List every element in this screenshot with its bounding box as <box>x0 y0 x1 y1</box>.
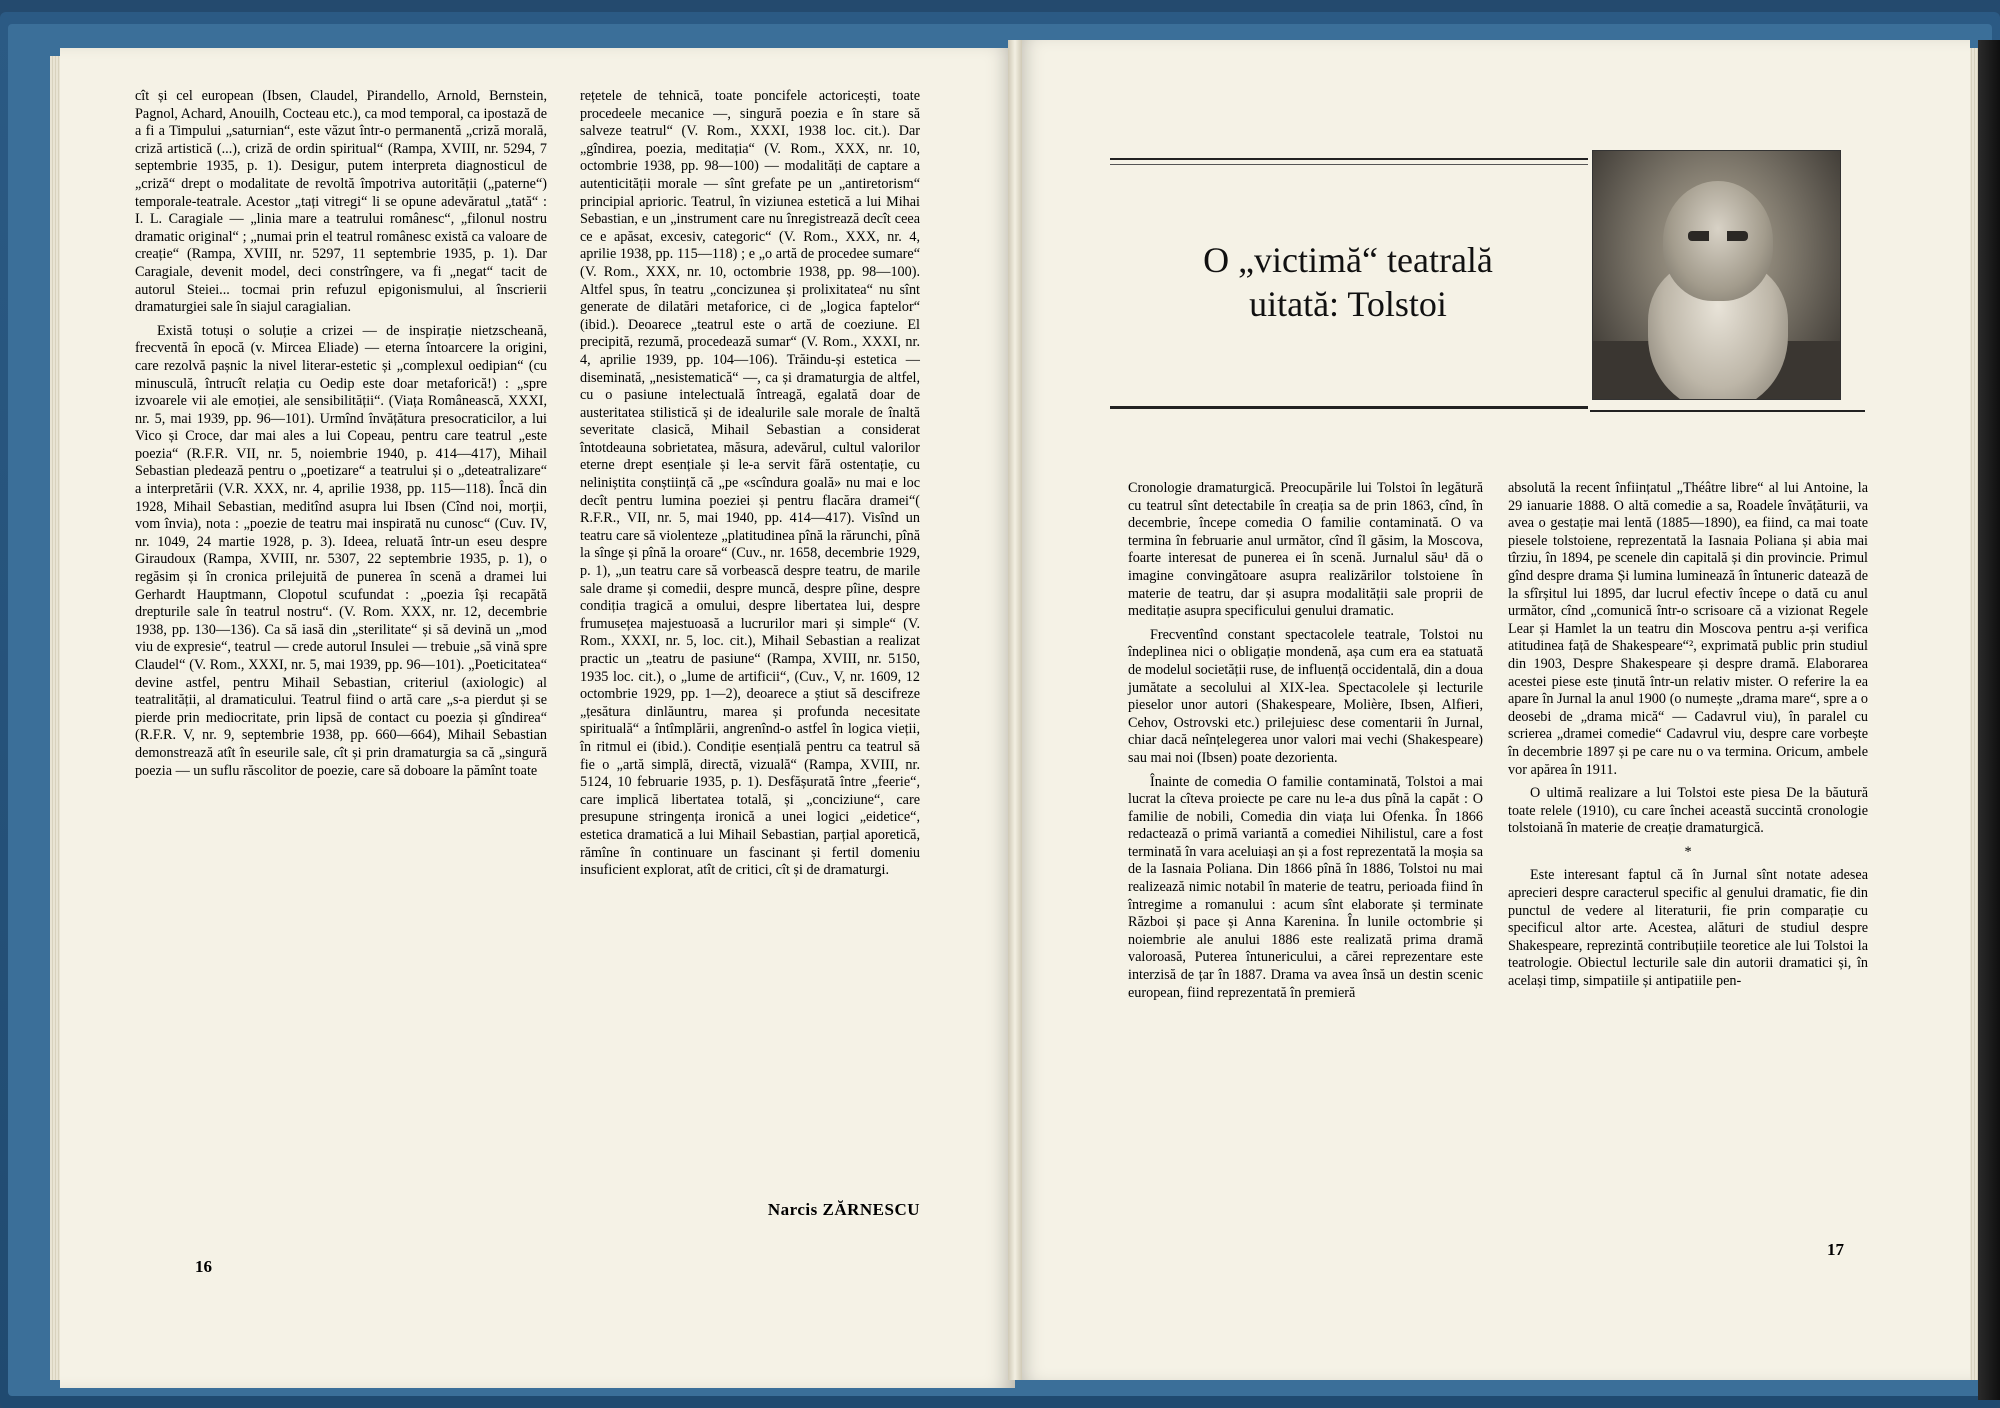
paragraph: Înainte de comedia O familie contaminată, Tolstoi a mai lucrat la cîteva proiecte pe care nu le-a dus pînă la capăt : O familie de nobili, Comedia din viața lui Ofenka. În 1866 redactează o primă variantă a comediei Nihilistul, care a fost terminată în vara aceluiași an și a fost reprezentată la moșia sa de la Iasnaia Poliana. Din 1866 pînă în 1886, Tolstoi nu mai realizează nimic notabil în materie de teatru, perioada fiind în întregime a romanului : acum sînt elaborate și terminate Război și pace și Anna Karenina. În lunile octombrie și noiembrie ale anului 1886 este realizată prima dramă valoroasă, Puterea întunericului, a cărei reprezentare este interzisă de țar în 1887. Drama va avea însă un destin scenic european, fiind reprezentată în premieră <box>1128 773 1483 1001</box>
right-page-column-1 <box>1128 480 1483 1008</box>
title-rule-top-thin <box>1110 164 1588 165</box>
article-title <box>1108 238 1588 326</box>
paragraph: cît și cel european (Ibsen, Claudel, Pirandello, Arnold, Bernstein, Pagnol, Achard, Anouilh, Cocteau etc.), ca mod temporal, ca ipostază de a fi a Timpului „saturnian“, este văzut într-o permanentă „criză morală, criză artistică (...), criză de ordin spiritual“ (Rampa, XVIII, nr. 5294, 7 septembrie 1935, p. 1). Desigur, putem interpreta diagnosticul de „criză“ drept o modalitate de revoltă împotriva autorității („paterne“) temporale-teatrale. Acestor „tați vitregi“ li se opune adevăratul „tată“ : I. L. Caragiale — „linia mare a teatrului românesc“, „filonul nostru dramatic original“ ; „numai prin el teatrul românesc există ca valoare de creație“ (Rampa, XVIII, nr. 5297, 11 septembrie 1935, p. 1). Dar Caragiale, devenit model, deci constrîngere, va fi „negat“ tacit de autorul Steiei... tocmai prin refuzul epigonismului, al înscrierii dramaturgiei sale în siajul caragialian. <box>135 88 547 316</box>
dark-edge <box>1978 40 2000 1400</box>
column-rule-right <box>1590 410 1865 412</box>
title-line-1: O „victimă“ teatrală <box>1203 240 1493 280</box>
paragraph: Este interesant faptul că în Jurnal sînt notate adesea aprecieri despre caracterul specific al genului dramatic, fie din punctul de vedere al literaturii, fie prin comparație cu specificul altor arte. Acestea, alături de studiul despre Shakespeare, reprezintă contribuțiile teoretice ale lui Tolstoi la teatrologie. Obiectul lecturile sale din autorii dramatici și, în același timp, simpatiile și antipatiile pen- <box>1508 867 1868 990</box>
portrait-head <box>1663 181 1773 301</box>
portrait-eyes <box>1688 231 1748 241</box>
paragraph: Există totuși o soluție a crizei — de inspirație nietzscheană, frecventă în epocă (v. Mircea Eliade) — eterna întoarcere la origini, care rezolvă pașnic la nivel literar-estetic și „complexul oedipian“ (cu minusculă, întrucît relația cu Oedip este doar metaforică!) : „spre izvoarele vii ale emoției, ale sensibilității“. (Viața Românească, XXXI, nr. 5, mai 1939, pp. 96—101). Urmînd învățătura presocraticilor, a lui Vico și Croce, dar mai ales a lui Copeau, pentru care teatrul „este poezia“ (R.F.R. VII, nr. 5, noiembrie 1940, p. 414—417), Mihail Sebastian pledează pentru o „poetizare“ a teatrului și o „deteatralizare“ a interpretării (V.R. XXX, nr. 4, aprilie 1938, pp. 115—118). Încă din 1928, Mihail Sebastian, meditînd asupra lui Ibsen (Cînd noi, morții, vom învia), nota : „poezie de teatru mai inspirată nu cunosc“ (Cuv. IV, nr. 1049, 24 martie 1928, p. 3). Ideea, reluată într-un eseu despre Giraudoux (Rampa, XVIII, nr. 5307, 22 septembrie 1935, p. 1), o regăsim și în cronica prilejuită de punerea în scenă a dramei lui Gerhardt Hauptmann, Clopotul scufundat : „poezia își recapătă drepturile sale în teatrul nostru“. (V. Rom. XXX, nr. 12, decembrie 1938, pp. 130—136). Ca să iasă din „sterilitate“ și să devină un „mod viu de expresie“, teatrul — crede autorul Insulei — trebuie „să vină spre Claudel“ (V. Rom., XXXI, nr. 5, mai 1939, pp. 96—101). „Poeticitatea“ devine astfel, pentru Mihail Sebastian, criteriul (axiologic) al teatralității, al dramaticului. Teatrul fiind o artă care „s-a pierdut și se pierde prin mediocritate, prin lipsă de contact cu poezia și gîndirea“ (R.F.R. V, nr. 9, septembrie 1938, pp. 660—664), Mihail Sebastian demonstrează atît în eseurile sale, cît și prin dramaturgia sa că „singură poezia — un suflu răscolitor de poezie, care să doboare la pămînt toate <box>135 322 547 779</box>
page-number-left: 16 <box>195 1257 212 1276</box>
tolstoi-portrait-photo <box>1592 150 1841 400</box>
title-rule-top <box>1110 158 1588 160</box>
section-separator-star: * <box>1684 843 1692 860</box>
left-page-column-2 <box>580 88 920 886</box>
paragraph: rețetele de tehnică, toate poncifele actoricești, toate procedeele mecanice —, singură poezia e în stare să salveze teatrul“ (V. Rom., XXXI, 1938 loc. cit.). Dar „gîndirea, poezia, meditația“ (V. Rom., XXX, nr. 10, octombrie 1938, pp. 98—100) — modalități de captare a autenticității morale — sînt grefate pe un „antiretorism“ principial aprioric. Teatrul, în viziunea estetică a lui Mihai Sebastian, e un „instrument care nu înregistrează decît ceea ce e apăsat, excesiv, categoric“ (V. Rom., XXX, nr. 4, aprilie 1938, pp. 115—118) ; e „o artă de procedee sumare“ (V. Rom., XXX, nr. 10, octombrie 1938, pp. 98—100). Altfel spus, în teatru „concizunea și prolixitatea“ nu sînt generate de dilatări metaforice, ci de „logica faptelor“ (ibid.). Deoarece „teatrul este o artă de coeziune. El precipită, rezumă, procedează sumar“ (V. Rom., XXXI, nr. 4, aprilie 1939, pp. 104—106). Trăindu-și estetica — diseminată, „nesistematică“ —, ca și dramaturgia de altfel, cu o pasiune intelectuală întreagă, egalată doar de austeritatea stilistică și de idealurile sale morale de înaltă severitate clasică, Mihail Sebastian a considerat întotdeauna sobrietatea, măsura, adevărul, cultul valorilor eterne drept esențiale și le-a servit fără ostentație, cu neliniștita conștiință că „pe «scîndura goală» nu mai e loc decît pentru lumina poeziei și pentru flacăra dramei“( R.F.R., VII, nr. 5, mai 1940, pp. 414—417). Visînd un teatru care să violenteze „platitudinea pînă la rărunchi, pînă la sînge și pînă la oroare“ (Cuv., nr. 1658, decembrie 1929, p. 1), „un teatru care să vorbească despre teatru, de marile sale drame și comedii, despre muncă, despre pîine, despre condiția tragică a omului, despre libertatea lui, despre frumusețea majestuoasă a lucrurilor mari și simple“ (V. Rom., XXXI, nr. 5, loc. cit.), Mihail Sebastian a realizat practic un „teatru de pasiune“ (Rampa, XVIII, nr. 5150, 1935 loc. cit.), o „lume de artificii“, (Cuv., V, nr. 1609, 12 octombrie 1929, pp. 1—2), deoarece a știut să descifreze „țesătura dinlăuntru, marea și profunda necesitate spirituală“ a întîmplării, angrenînd-o astfel în logica vieții, în ritmul ei (ibid.). Condiție esențială pentru ca teatrul să fie o „artă simplă, directă, vizuală“ (Rampa, XVIII, nr. 5124, 10 februarie 1935, p. 1). Desfășurată între „feerie“, care implică libertatea totală, și „conciziune“, care presupune stringența ironică a unei logici „eidetice“, estetica dramatică a lui Mihail Sebastian, parțial aporetică, rămîne în continuare un fascinant și fertil domeniu insuficient explorat, atît de critici, cît și de dramaturgi. <box>580 88 920 879</box>
book-spine <box>1008 40 1022 1380</box>
paragraph: absolută la recent înființatul „Théâtre libre“ al lui Antoine, la 29 ianuarie 1888. O altă comedie a sa, Roadele învățăturii, va avea o gestație mai lentă (1885—1890), ea fiind, ca mai toate piesele tolstoiene, reprezentată la Iasnaia Poliana și abia mai tîrziu, în 1894, pe scenele din capitală și din provincie. Primul gînd despre drama Și lumina luminează în întuneric datează de la sfîrșitul lui 1895, dar lucrul efectiv începe o dată cu anul următor, cînd „comunică într-o scrisoare că a vizionat Regele Lear și Hamlet la un teatru din Moscova pentru a-și verifica atitudinea față de Shakespeare“², exprimată public prin studiul din 1903, Despre Shakespeare și despre dramă. Elaborarea acestei piese este ținută într-un relativ mister. O referire la ea apare în Jurnal la anul 1900 (o numește „drama mare“, spre a o deosebi de „drama mică“ — Cadavrul viu), în paralel cu scrierea „dramei comedie“ Cadavrul viu, despre care vorbește în decembrie 1897 și pe care nu o va termina. Oricum, ambele vor apărea în 1911. <box>1508 480 1868 778</box>
page-number-right: 17 <box>1827 1240 1844 1259</box>
title-rule-bottom <box>1110 406 1588 409</box>
paragraph: Frecventînd constant spectacolele teatrale, Tolstoi nu îndeplinea nici o obligație mondenă, așa cum era ea statuată de modelul societății ruse, de influență occidentală, din a doua jumătate a secolului al XIX-lea. Spectacolele și lecturile pieselor unor autori (Shakespeare, Molière, Ibsen, Alfieri, Cehov, Ostrovski etc.) prilejuiesc dese comentarii în Jurnal, chiar dacă neînțelegerea unor valori mai vechi (Shakespeare) sau mai noi (Ibsen) poate dezorienta. <box>1128 626 1483 766</box>
paragraph: O ultimă realizare a lui Tolstoi este piesa De la băutură toate relele (1910), cu care închei această succintă cronologie tolstoiană în materie de creație dramaturgică. <box>1508 785 1868 837</box>
left-page-column-1 <box>135 88 547 786</box>
title-line-2: uitată: Tolstoi <box>1249 284 1447 324</box>
right-page-column-2 <box>1508 480 1868 997</box>
author-signature: Narcis ZĂRNESCU <box>767 1200 920 1219</box>
paragraph: Cronologie dramaturgică. Preocupările lui Tolstoi în legătură cu teatrul sînt detectabile în creația sa de prin 1863, cînd, în decembrie, începe comedia O familie contaminată. O va termina în februarie anul următor, cînd îl găsim, la Moscova, foarte interesat de punerea ei în scenă. Jurnalul său¹ dă o imagine convingătoare asupra realizărilor tolstoiene în materie de teatru, dar și asupra modalității sale proprii de meditație asupra specificului genului dramatic. <box>1128 480 1483 620</box>
